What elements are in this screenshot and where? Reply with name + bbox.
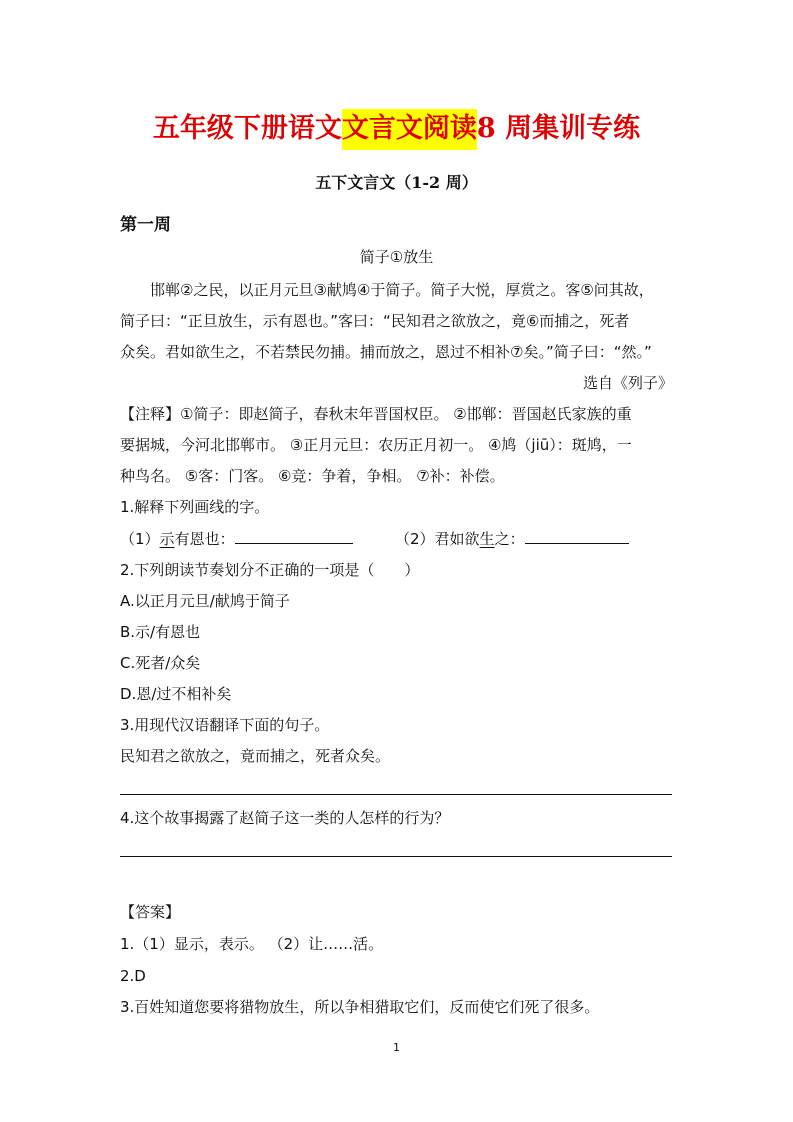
question-3: 3.用现代汉语翻译下面的句子。 [120, 716, 330, 734]
document-title [0, 111, 793, 147]
answers-heading: 【答案】 [120, 903, 181, 921]
option-c: C.死者/众矣 [120, 654, 201, 672]
q1a-suffix: 有恩也： [174, 530, 235, 548]
option-d: D.恩/过不相补矣 [120, 685, 232, 703]
option-b: B.示/有恩也 [120, 623, 201, 641]
notes-line-3: 种鸟名。 ⑤客：门客。 ⑥竞：争着，争相。 ⑦补：补偿。 [120, 467, 505, 485]
passage-line-1: 邯郸②之民，以正月元旦③献鸠④于简子。简子大悦，厚赏之。客⑤问其故， [150, 281, 654, 299]
question-4: 4.这个故事揭露了赵简子这一类的人怎样的行为？ [120, 809, 450, 827]
page-number: 1 [393, 1041, 400, 1054]
notes-line-2: 要据城，今河北邯郸市。 ③正月元旦：农历正月初一。 ④鸠（jiū）：斑鸠，一 [120, 436, 632, 454]
title-part1: 五年级下册语文 [152, 113, 342, 144]
week-heading: 第一周 [120, 215, 171, 235]
option-a: A.以正月元旦/献鸠于简子 [120, 592, 290, 610]
answer-line-q4[interactable] [120, 856, 672, 857]
q1a-underlined-char: 示 [159, 530, 175, 548]
question-1a [120, 529, 353, 549]
question-1: 1.解释下列画线的字。 [120, 498, 270, 516]
answer-3: 3.百姓知道您要将猎物放生，所以争相猎取它们，反而使它们死了很多。 [120, 998, 600, 1016]
passage-line-2: 简子曰：“正旦放生，示有恩也。”客曰：“民知君之欲放之，竟⑥而捕之，死者 [120, 312, 630, 330]
q1a-prefix: （1） [120, 530, 160, 548]
answer-line-q3[interactable] [120, 794, 672, 795]
notes-line-1: 【注释】①简子：即赵简子，春秋末年晋国权臣。 ②邯郸：晋国赵氏家族的重 [120, 405, 632, 423]
question-3-sentence: 民知君之欲放之，竟而捕之，死者众矣。 [120, 747, 391, 765]
passage-line-3: 众矣。君如欲生之，不若禁民勿捕。捕而放之，恩过不相补⑦矣。”简子曰：“然。” [120, 343, 652, 361]
answer-2: 2.D [120, 967, 146, 985]
answer-1: 1.（1）显示，表示。 （2）让……活。 [120, 935, 384, 953]
q1b-suffix: 之： [494, 530, 525, 548]
passage-title: 简子①放生 [359, 248, 434, 266]
document-subtitle: 五下文言文（1-2 周） [315, 173, 478, 192]
title-highlight: 文言文阅读 [342, 109, 477, 150]
question-2: 2.下列朗读节奏划分不正确的一项是（ ） [120, 561, 420, 579]
q1b-underlined-char: 生 [479, 530, 495, 548]
q1a-answer-blank[interactable] [235, 529, 353, 544]
q1b-prefix: （2）君如欲 [395, 530, 480, 548]
passage-source: 选自《列子》 [582, 374, 673, 392]
q1b-answer-blank[interactable] [525, 529, 629, 544]
title-part2: 8 周集训专练 [476, 113, 641, 144]
question-1b [395, 529, 629, 549]
